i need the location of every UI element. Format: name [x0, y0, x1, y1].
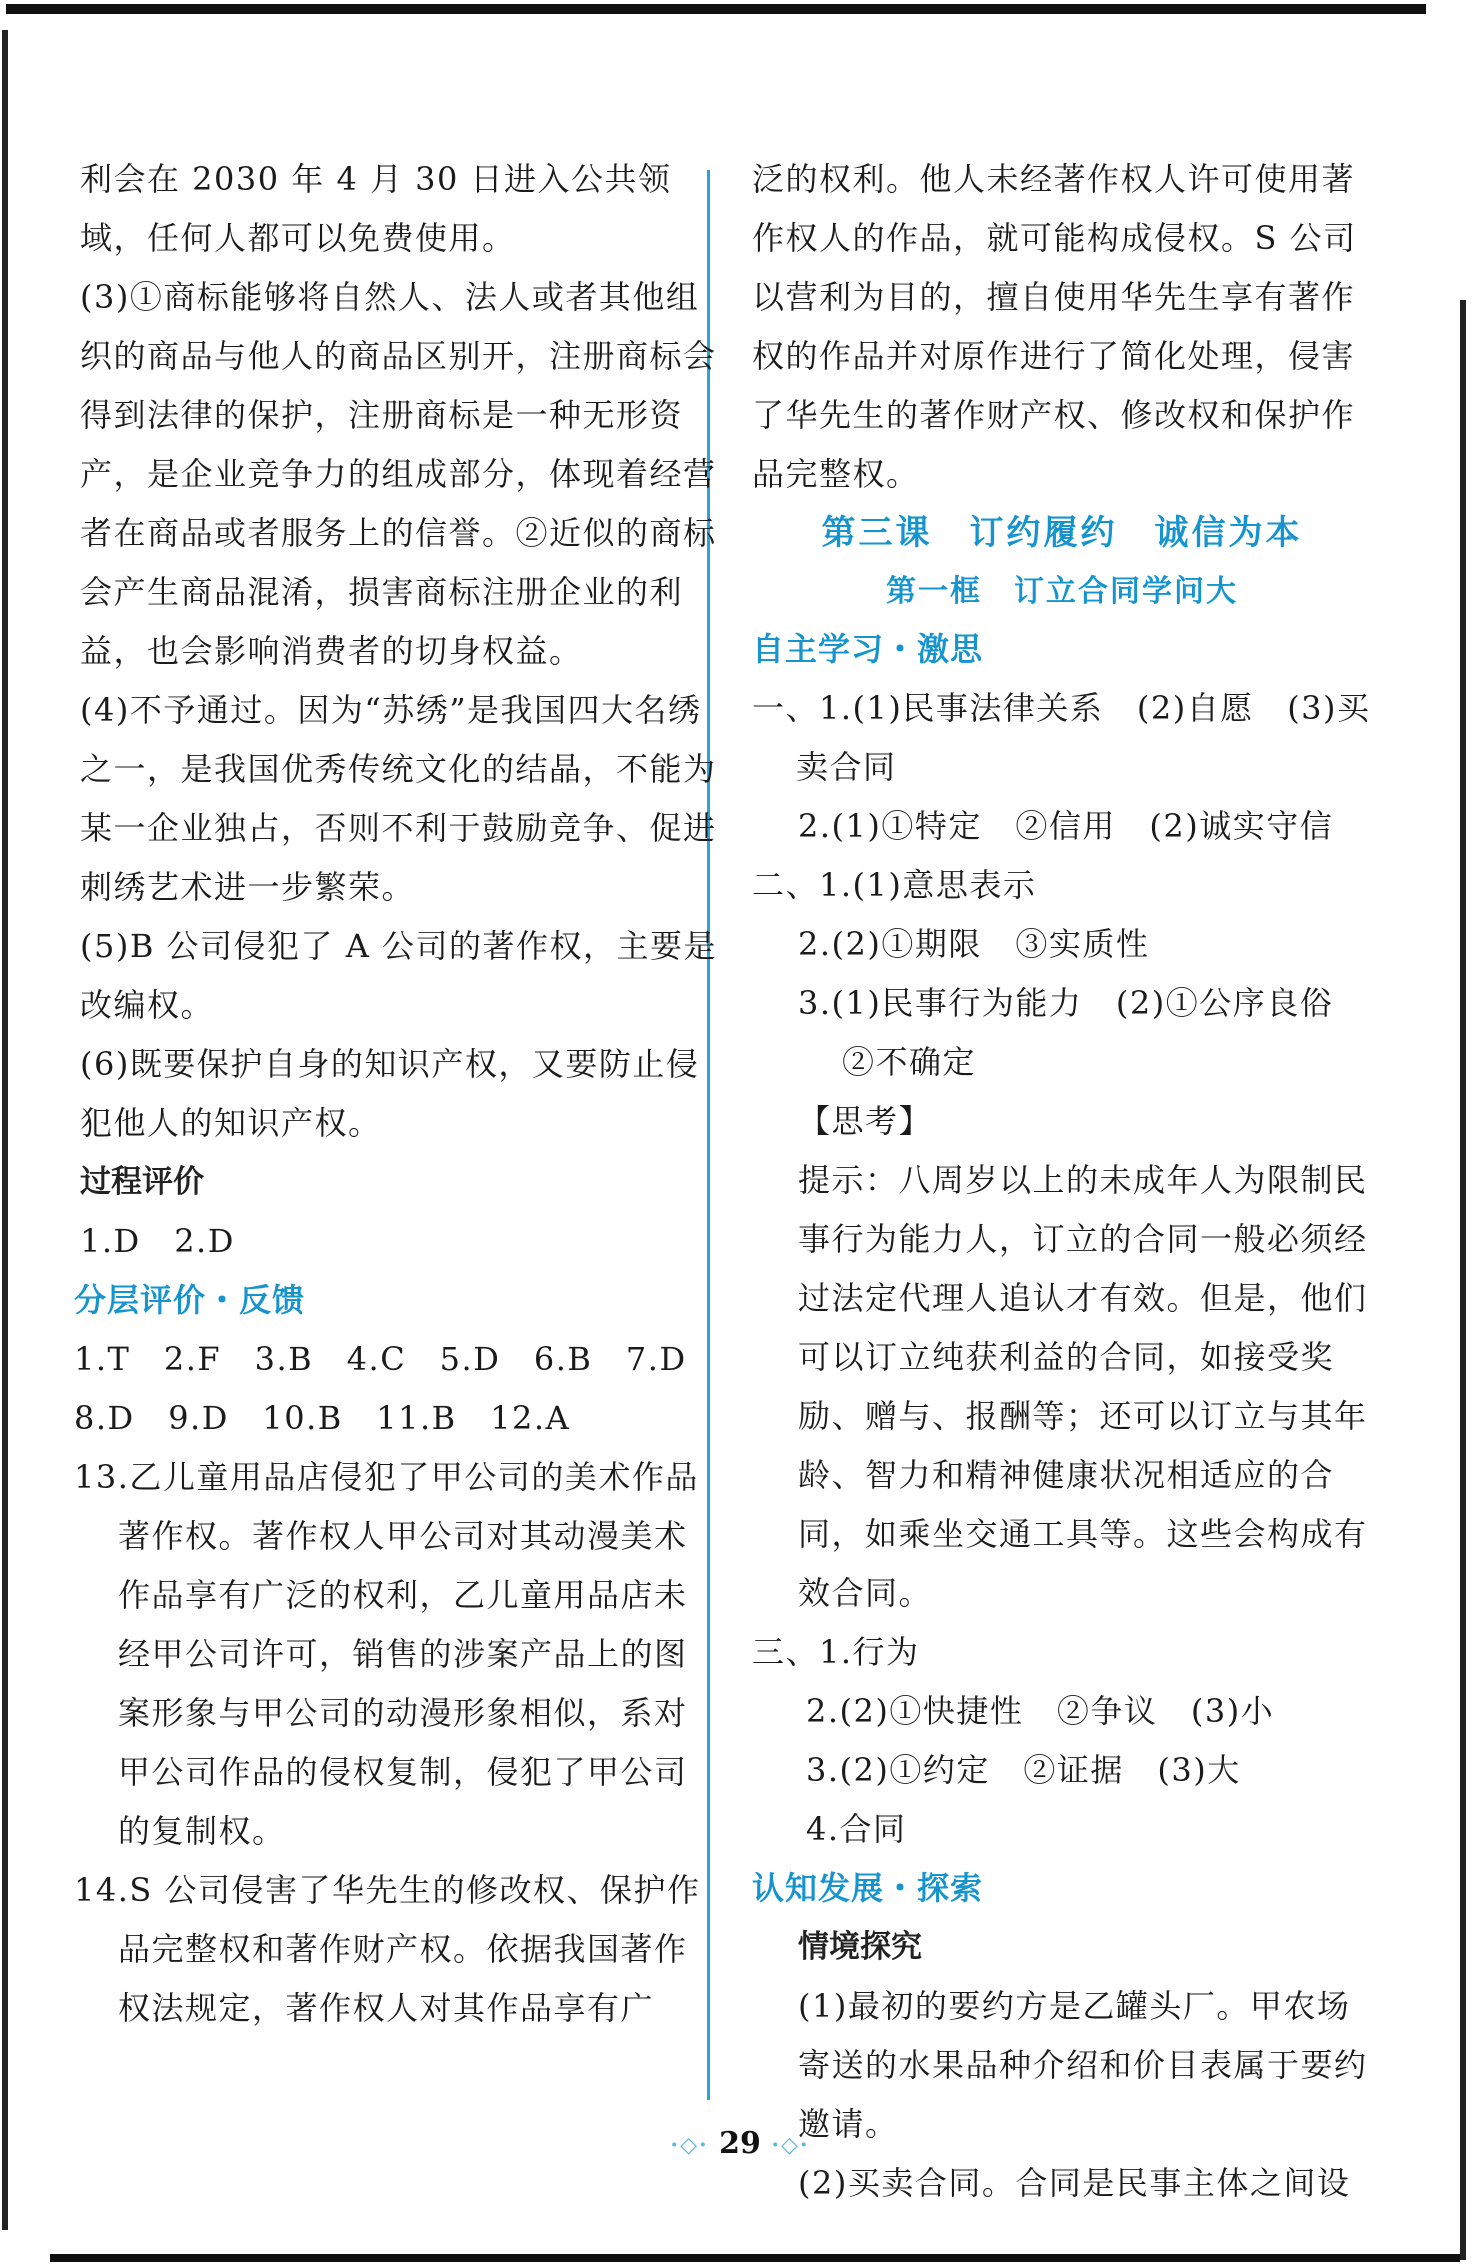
think-heading: 【思考】	[798, 1102, 933, 1140]
answer-line: 2.(1)①特定 ②信用 (2)诚实守信	[798, 807, 1334, 845]
paragraph: (6)既要保护自身的知识产权，又要防止侵犯他人的知识产权。	[80, 1045, 700, 1142]
answer-paragraph: 13.乙儿童用品店侵犯了甲公司的美术作品著作权。著作权人甲公司对其动漫美术作品享有广泛的权利，乙儿童用品店未经甲公司许可，销售的涉案产品上的图案形象与甲公司的动漫形象相似，系对甲公司作品的侵权复制，侵犯了甲公司的复制权。	[74, 1458, 699, 1850]
answer-line: 1.D 2.D	[80, 1222, 235, 1260]
answer-line: 3.(2)①约定 ②证据 (3)大	[806, 1751, 1241, 1789]
answer-line: 2.(2)①快捷性 ②争议 (3)小	[806, 1692, 1275, 1730]
paragraph: (2)买卖合同。合同是民事主体之间设	[798, 2164, 1351, 2202]
page-number-text: 29	[719, 2126, 761, 2161]
paragraph: (4)不予通过。因为“苏绣”是我国四大名绣之一，是我国优秀传统文化的结晶，不能为某一企业独占，否则不利于鼓励竞争、促进刺绣艺术进一步繁荣。	[80, 691, 717, 906]
page-border-bottom	[50, 2254, 1460, 2262]
page-number	[650, 2122, 830, 2166]
subheading-process-evaluation: 过程评价	[80, 1164, 204, 1200]
lesson-title: 第三课 订约履约 诚信为本	[821, 513, 1303, 553]
answer-line: 三、1.行为	[752, 1633, 920, 1671]
frame-title: 第一框 订立合同学问大	[886, 574, 1238, 609]
page-border-top	[6, 4, 1426, 14]
page-border-left	[2, 30, 8, 2230]
paragraph: (1)最初的要约方是乙罐头厂。甲农场寄送的水果品种介绍和价目表属于要约邀请。	[798, 1987, 1368, 2143]
answer-line: 8.D 9.D 10.B 11.B 12.A	[74, 1399, 571, 1437]
answer-line: 1.T 2.F 3.B 4.C 5.D 6.B 7.D	[74, 1340, 687, 1378]
answer-paragraph: 一、1.(1)民事法律关系 (2)自愿 (3)买卖合同	[752, 689, 1371, 786]
subheading-scenario: 情境探究	[798, 1929, 922, 1965]
section-heading-self-study: 自主学习・激思	[752, 630, 984, 668]
answer-line: 2.(2)①期限 ③实质性	[798, 925, 1150, 963]
section-heading-feedback: 分层评价・反馈	[74, 1281, 306, 1319]
ornament-right-icon: ·◇·	[771, 2132, 810, 2158]
answer-line: 二、1.(1)意思表示	[752, 866, 1037, 904]
answer-line: 4.合同	[806, 1810, 907, 1848]
paragraph: (5)B 公司侵犯了 A 公司的著作权，主要是改编权。	[80, 927, 717, 1024]
paragraph: 利会在 2030 年 4 月 30 日进入公共领域，任何人都可以免费使用。	[80, 160, 672, 257]
right-column	[752, 150, 1372, 2213]
paragraph: (3)①商标能够将自然人、法人或者其他组织的商品与他人的商品区别开，注册商标会得到法律的保护，注册商标是一种无形资产，是企业竞争力的组成部分，体现着经营者在商品或者服务上的信誉。②近似的商标会产生商品混淆，损害商标注册企业的利益，也会影响消费者的切身权益。	[80, 278, 717, 670]
ornament-left-icon: ·◇·	[670, 2132, 709, 2158]
left-column	[74, 150, 720, 2038]
paragraph: 泛的权利。他人未经著作权人许可使用著作权人的作品，就可能构成侵权。S 公司以营利为目的，擅自使用华先生享有著作权的作品并对原作进行了简化处理，侵害了华先生的著作财产权、修改权和保护作品完整权。	[752, 160, 1357, 493]
section-heading-cognitive: 认知发展・探索	[752, 1869, 984, 1907]
answer-paragraph: 3.(1)民事行为能力 (2)①公序良俗 ②不确定	[798, 984, 1367, 1081]
page-border-right	[1460, 300, 1466, 2260]
think-paragraph: 提示：八周岁以上的未成年人为限制民事行为能力人，订立的合同一般必须经过法定代理人追认才有效。但是，他们可以订立纯获利益的合同，如接受奖励、赠与、报酬等；还可以订立与其年龄、智力和精神健康状况相适应的合同，如乘坐交通工具等。这些会构成有效合同。	[798, 1161, 1368, 1612]
answer-paragraph: 14.S 公司侵害了华先生的修改权、保护作品完整权和著作财产权。依据我国著作权法规定，著作权人对其作品享有广	[74, 1871, 701, 2027]
